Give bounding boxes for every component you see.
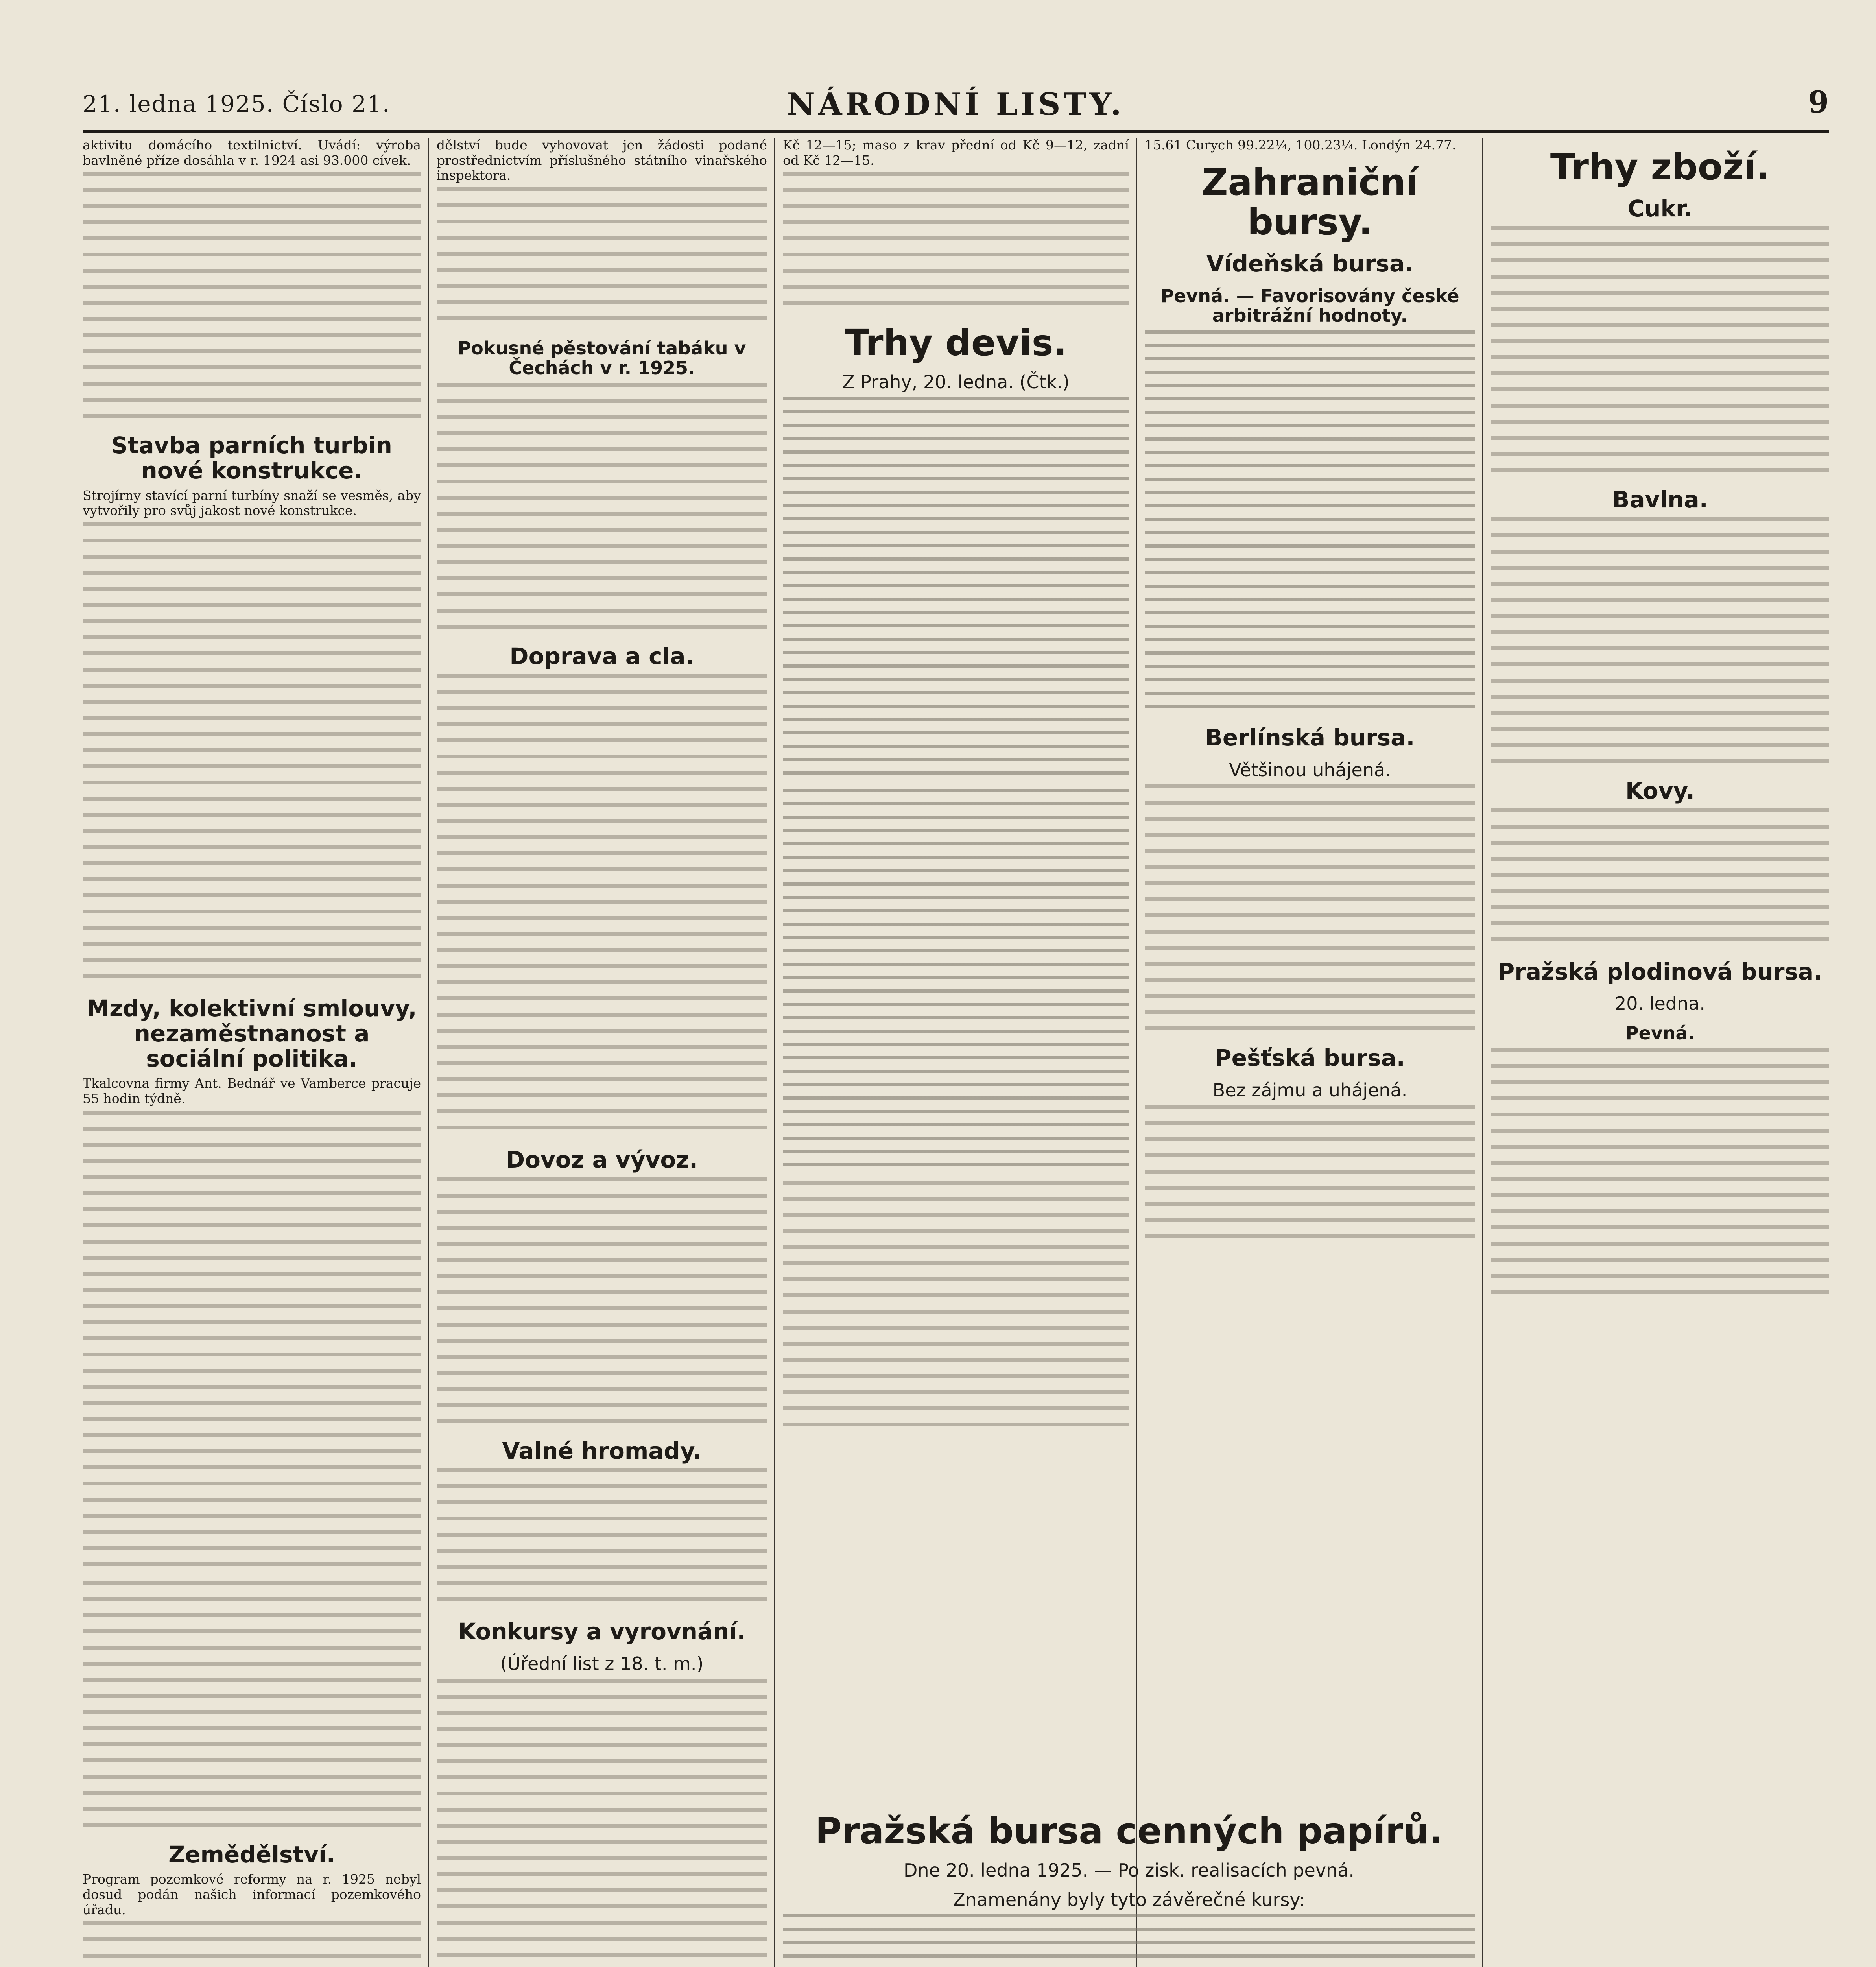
section-heading-trhy-zbozi: Trhy zboží.: [1550, 146, 1770, 188]
section-heading-mzdy: Mzdy, kolektivní smlouvy, nezaměstnanost a sociální politika.: [87, 995, 417, 1072]
article-body: [437, 383, 767, 635]
article-text: Program pozemkové reformy na r. 1925 nebyl dosud podán našich informací pozemkového úřadu.: [83, 1871, 421, 1917]
article-body: [783, 172, 1129, 314]
section-heading-konkursy: Konkursy a vyrovnání.: [458, 1618, 746, 1645]
article-body: [437, 187, 767, 329]
devis-subheading: Z Prahy, 20. ledna. (Čtk.): [842, 371, 1070, 393]
article-body: [83, 1111, 421, 1575]
bursa-subheading: Dne 20. ledna 1925. — Po zisk. realisacích pevná.: [903, 1860, 1355, 1881]
article-text: 15.61 Curych 99.22¼, 100.23¼. Londýn 24.77.: [1145, 138, 1456, 153]
article-text: aktivitu domácího textilnictví. Uvádí: výroba bavlněné příze dosáhla v r. 1924 asi 93.000 cívek.: [83, 138, 421, 168]
article-body: [437, 1679, 767, 1967]
berlinska-subheading: Většinou uhájená.: [1229, 759, 1391, 781]
section-heading-cukr: Cukr.: [1627, 195, 1693, 222]
section-heading-videnska: Vídeňská bursa.: [1206, 250, 1414, 277]
article-body: [1491, 517, 1829, 769]
section-heading-zahranicni: Zahraniční bursy.: [1201, 161, 1419, 243]
article-body: [437, 1177, 767, 1429]
issue-date: 21. ledna 1925. Číslo 21.: [83, 90, 391, 117]
section-heading-vaine: Valné hromady.: [502, 1437, 702, 1464]
devis-rate-table: [783, 789, 1129, 1174]
vienna-quote-table: [1145, 330, 1475, 716]
section-heading-dovoz: Dovoz a vývoz.: [506, 1146, 698, 1173]
bursa-quote-table: [783, 1914, 1475, 1967]
section-heading-plodinova: Pražská plodinová bursa.: [1498, 958, 1823, 985]
page-number: 9: [1808, 85, 1829, 120]
article-body: [1491, 1048, 1829, 1300]
bursa-title: Pražská bursa cenných papírů.: [815, 1810, 1443, 1852]
article-body: [83, 1581, 421, 1833]
column-3: [783, 138, 1129, 1795]
article-body: [437, 674, 767, 1138]
article-body: [437, 1468, 767, 1610]
column-2: [437, 138, 767, 1967]
konkursy-subheading: (Úřední list z 18. t. m.): [500, 1653, 704, 1675]
column-5: [1491, 138, 1829, 1965]
newspaper-title: NÁRODNÍ LISTY.: [787, 87, 1125, 122]
column-rule: [1136, 138, 1137, 1967]
pestska-subheading: Bez zájmu a uhájená.: [1212, 1079, 1407, 1101]
videnska-subheading: Pevná. — Favorisovány české arbitrážní hodnoty.: [1160, 285, 1459, 327]
article-body: [83, 522, 421, 987]
section-heading-stavba: Stavba parních turbin nové konstrukce.: [111, 432, 392, 484]
article-body: [1491, 226, 1829, 478]
section-heading-devis: Trhy devis.: [845, 322, 1067, 364]
column-4: [1145, 138, 1475, 1795]
prague-bursa-section: [783, 1802, 1475, 1967]
column-rule: [1482, 138, 1483, 1967]
section-heading-doprava: Doprava a cla.: [509, 643, 694, 670]
section-heading-kovy: Kovy.: [1625, 777, 1695, 804]
article-body: [783, 1181, 1129, 1432]
article-body: [1491, 808, 1829, 950]
article-body: [83, 172, 421, 424]
section-heading-tabak: Pokusné pěstování tabáku v Čechách v r. 1925.: [457, 337, 746, 379]
article-text: Kč 12—15; maso z krav přední od Kč 9—12, zadní od Kč 12—15.: [783, 138, 1129, 168]
devis-rate-table: [783, 397, 1129, 782]
section-heading-berlinska: Berlínská bursa.: [1205, 724, 1415, 751]
page-header: [83, 87, 1829, 133]
plodinova-date: 20. ledna.: [1614, 993, 1706, 1015]
article-text: dělství bude vyhovovat jen žádosti podané prostřednictvím příslušného státního vinařského inspektora.: [437, 138, 767, 183]
section-heading-zemedelstvi: Zemědělství.: [168, 1841, 335, 1868]
article-body: [1145, 1105, 1475, 1247]
column-rule: [428, 138, 429, 1967]
plodinova-subheading: Pevná.: [1625, 1022, 1695, 1044]
article-body: [1145, 784, 1475, 1036]
column-rule: [774, 138, 775, 1967]
article-body: [83, 1921, 421, 1967]
section-heading-pestska: Pešťská bursa.: [1215, 1044, 1405, 1072]
article-text: Strojírny stavící parní turbíny snaží se vesměs, aby vytvořily pro svůj jakost nové konstrukce.: [83, 487, 421, 519]
article-text: Tkalcovna firmy Ant. Bednář ve Vamberce pracuje 55 hodin týdně.: [83, 1076, 421, 1107]
column-1: [83, 138, 421, 1967]
bursa-subheading-2: Znamenány byly tyto závěrečné kursy:: [953, 1889, 1305, 1910]
section-heading-bavlna: Bavlna.: [1612, 486, 1708, 513]
